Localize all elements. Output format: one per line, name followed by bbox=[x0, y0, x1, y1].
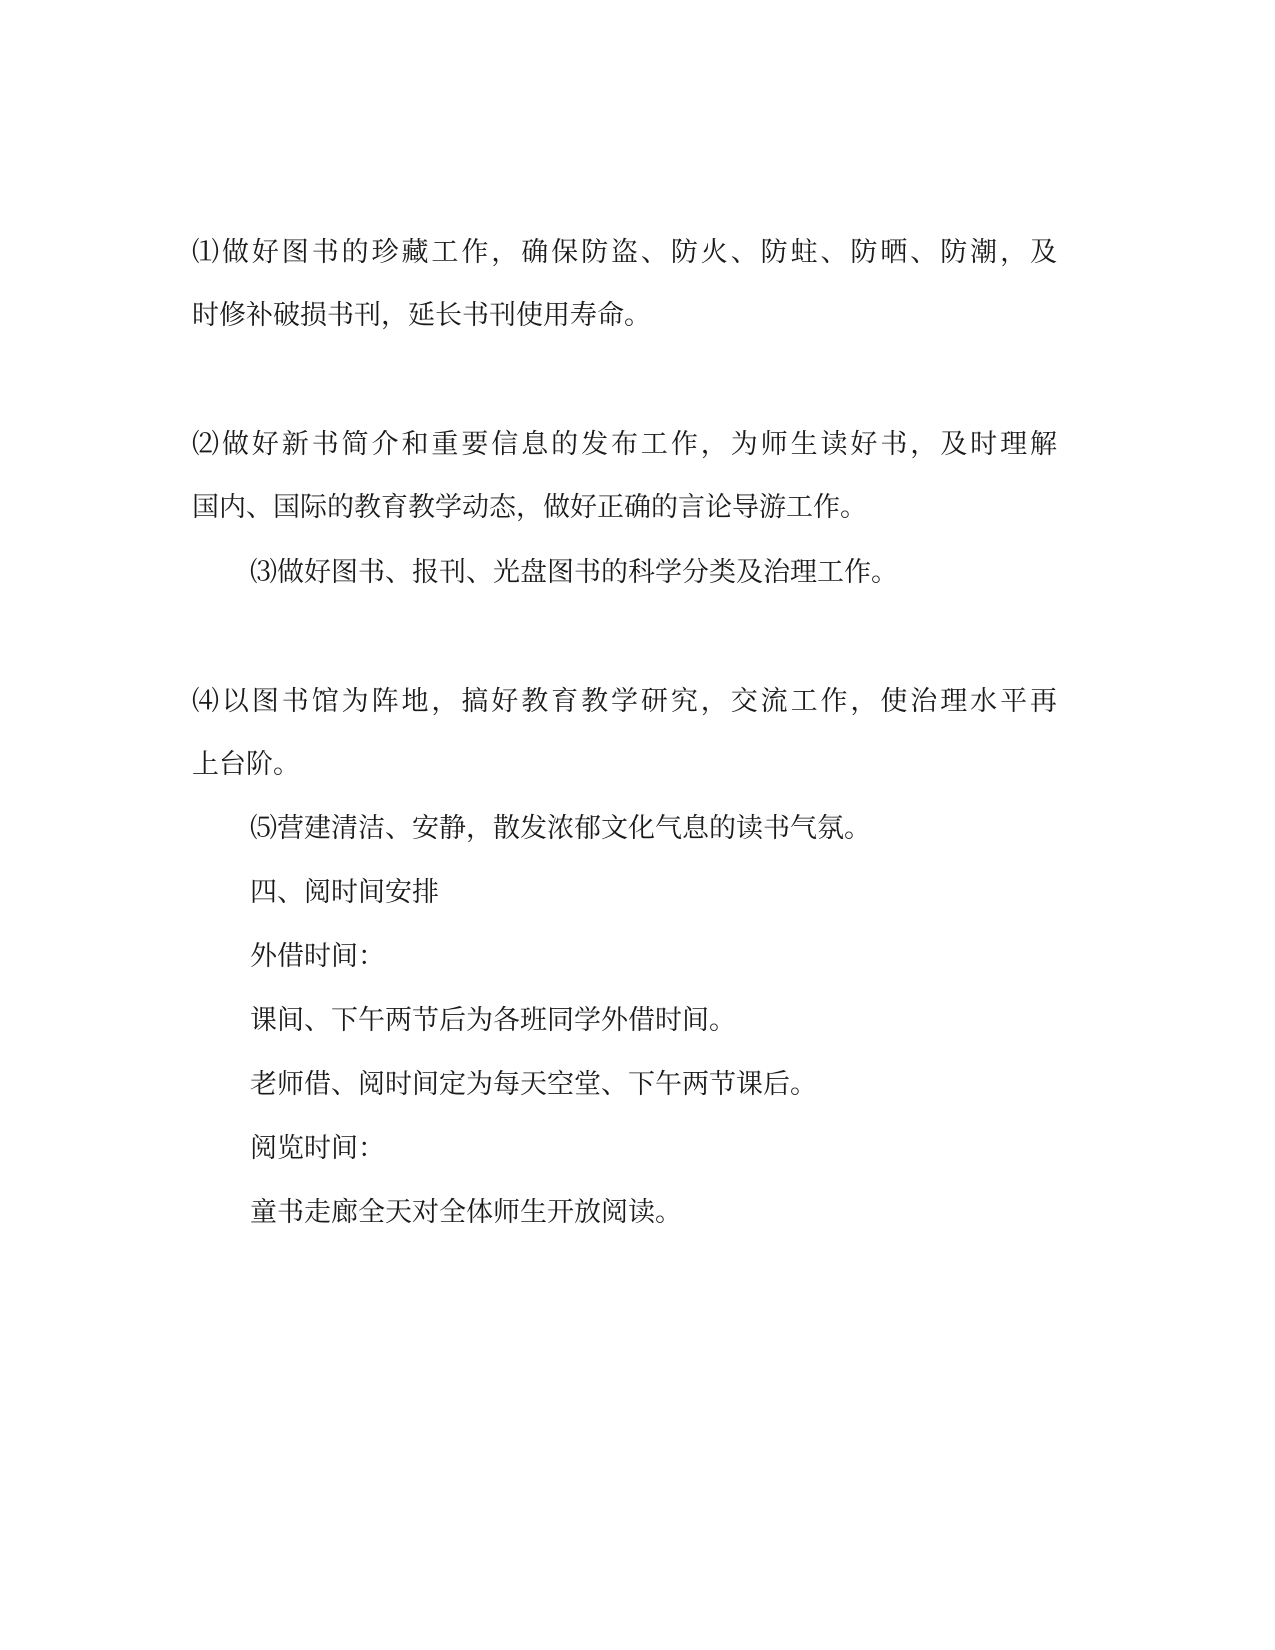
paragraph-text: 童书走廊全天对全体师生开放阅读。 bbox=[250, 1197, 682, 1228]
reading-corridor-note bbox=[0, 1193, 1275, 1233]
paragraph-3-line-1 bbox=[0, 553, 1275, 593]
paragraph-text: 国内、国际的教育教学动态，做好正确的言论导游工作。 bbox=[192, 492, 867, 523]
paragraph-text: 阅览时间： bbox=[250, 1133, 385, 1164]
paragraph-text: ⑷以图书馆为阵地，搞好教育教学研究，交流工作，使治理水平再 bbox=[192, 686, 1057, 717]
section-heading bbox=[0, 873, 1275, 913]
paragraph-text: 上台阶。 bbox=[192, 749, 300, 780]
paragraph-text: 外借时间： bbox=[250, 941, 385, 972]
paragraph-text: ⑸营建清洁、安静，散发浓郁文化气息的读书气氛。 bbox=[250, 813, 871, 844]
paragraph-text: 时修补破损书刊，延长书刊使用寿命。 bbox=[192, 300, 651, 331]
paragraph-4-line-1 bbox=[0, 682, 1275, 722]
student-loan-time bbox=[0, 1001, 1275, 1041]
paragraph-text: ⑴做好图书的珍藏工作，确保防盗、防火、防蛀、防晒、防潮，及 bbox=[192, 237, 1057, 268]
paragraph-5-line-1 bbox=[0, 809, 1275, 849]
teacher-loan-time bbox=[0, 1065, 1275, 1105]
paragraph-text: ⑵做好新书简介和重要信息的发布工作，为师生读好书，及时理解 bbox=[192, 429, 1057, 460]
paragraph-1-line-1 bbox=[0, 233, 1275, 273]
paragraph-2-line-2 bbox=[0, 488, 1275, 528]
paragraph-text: 老师借、阅时间定为每天空堂、下午两节课后。 bbox=[250, 1069, 817, 1100]
loan-time-label bbox=[0, 937, 1275, 977]
section-heading-text: 四、阅时间安排 bbox=[250, 877, 439, 908]
paragraph-4-line-2 bbox=[0, 745, 1275, 785]
reading-time-label bbox=[0, 1129, 1275, 1169]
paragraph-2-line-1 bbox=[0, 425, 1275, 465]
paragraph-text: ⑶做好图书、报刊、光盘图书的科学分类及治理工作。 bbox=[250, 557, 898, 588]
paragraph-1-line-2 bbox=[0, 296, 1275, 336]
paragraph-text: 课间、下午两节后为各班同学外借时间。 bbox=[250, 1005, 736, 1036]
